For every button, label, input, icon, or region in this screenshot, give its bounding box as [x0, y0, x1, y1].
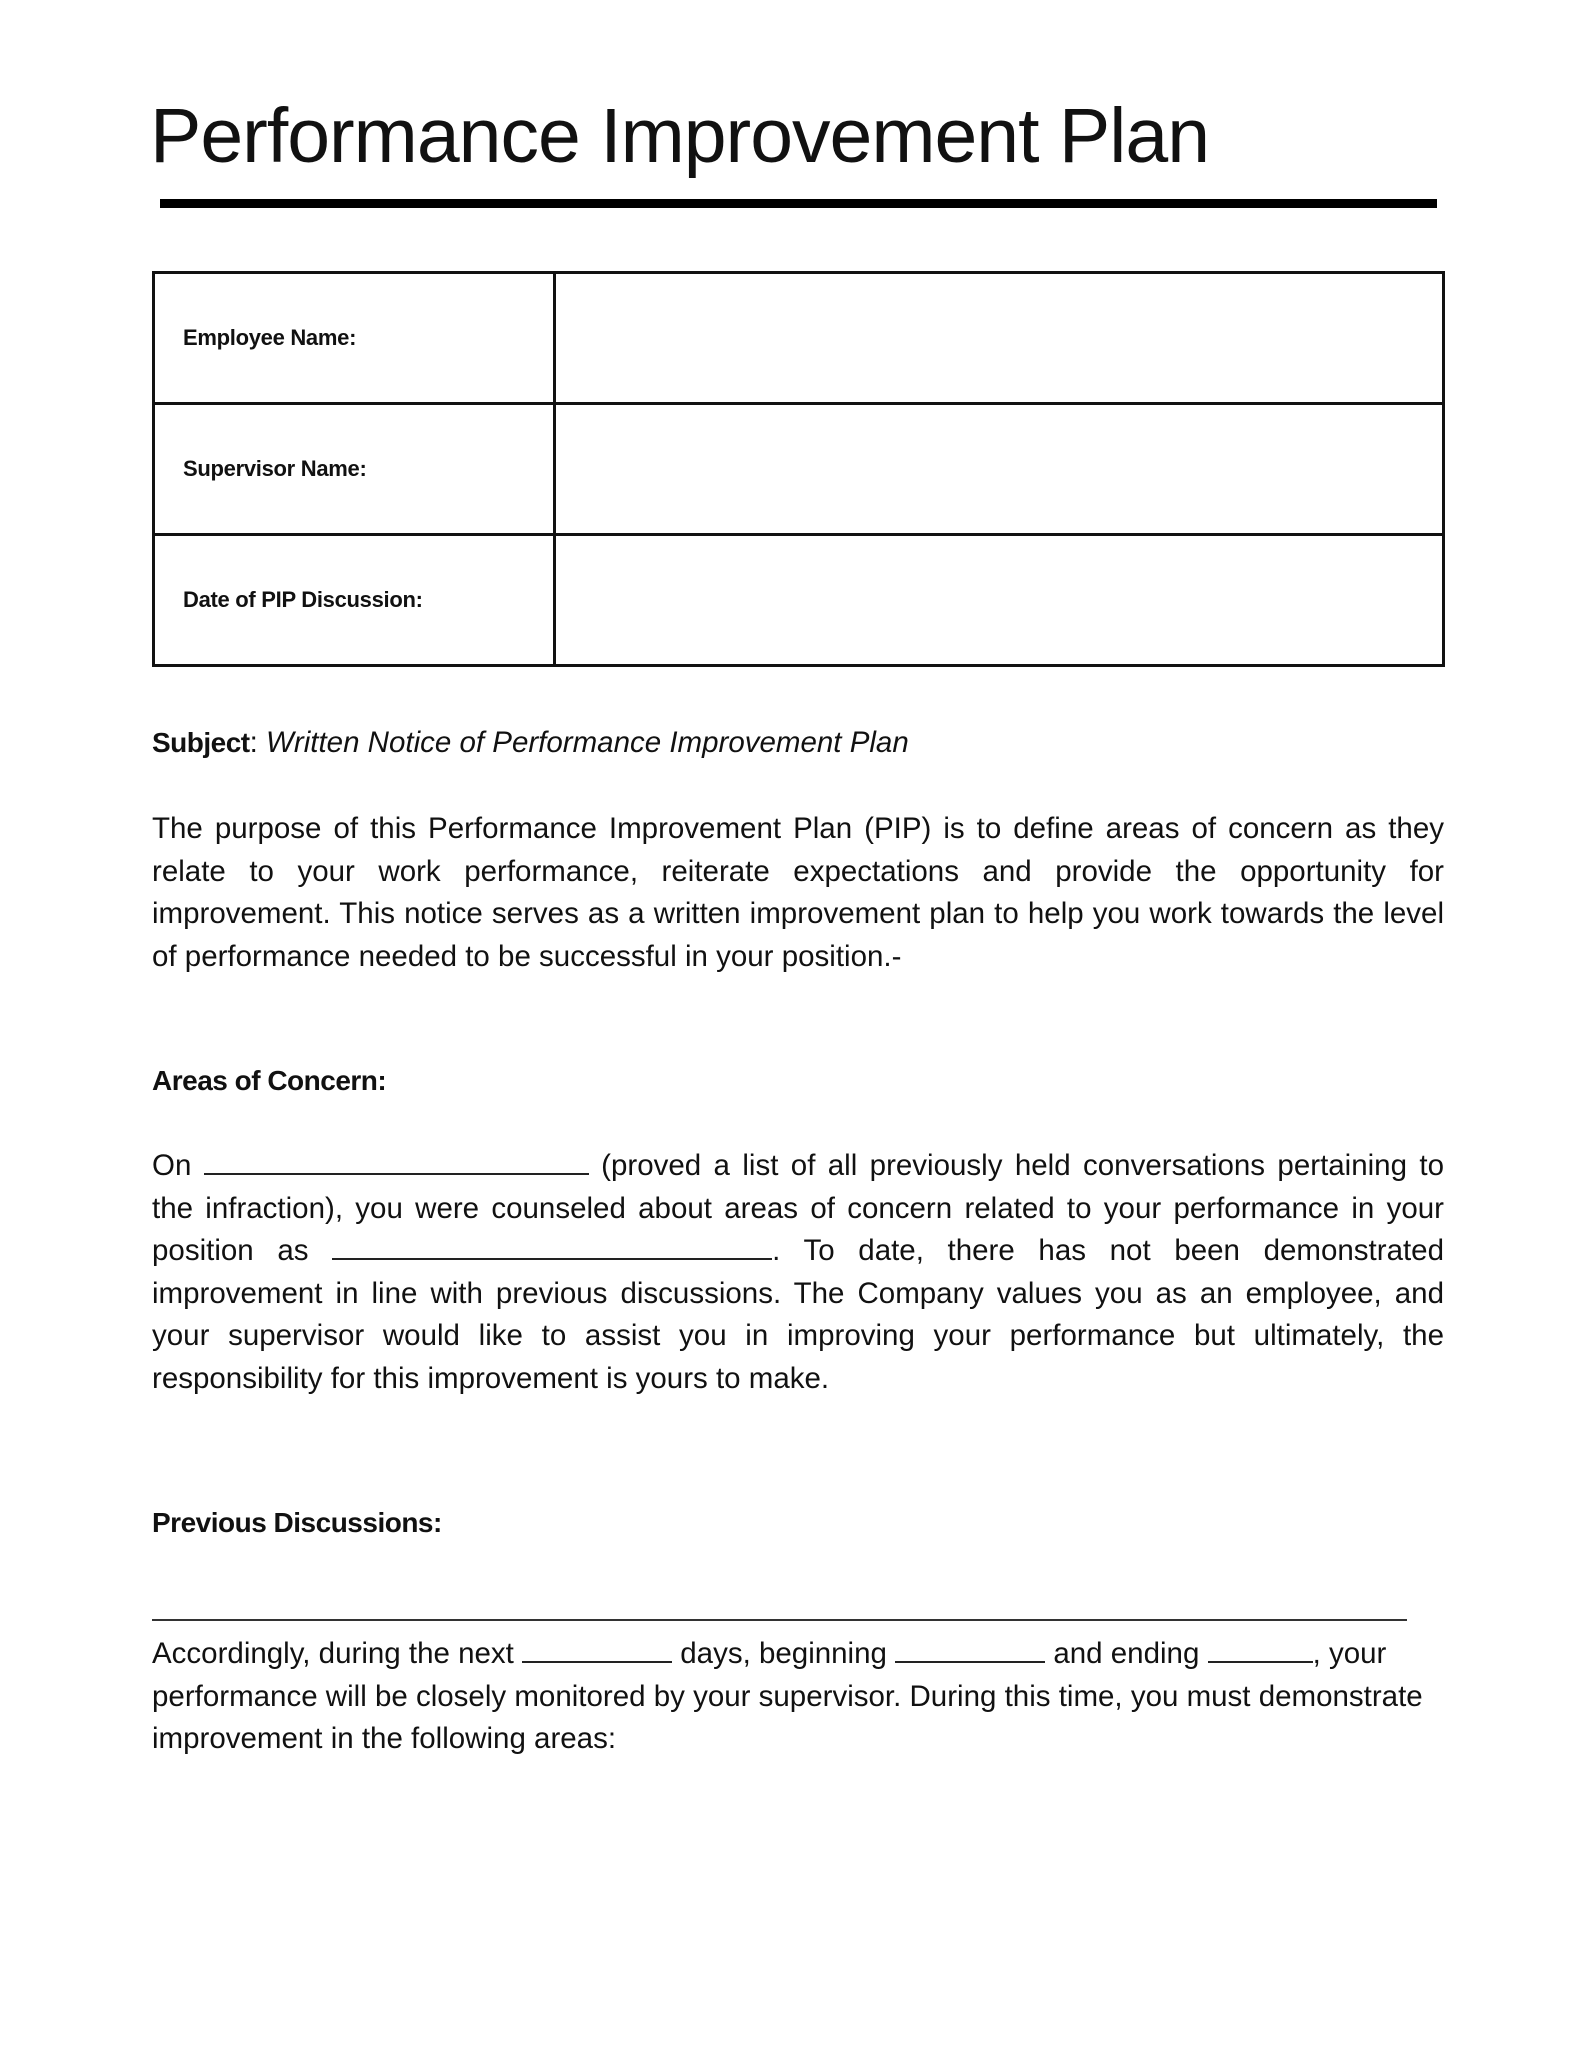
employee-name-field	[555, 273, 1444, 404]
areas-of-concern-heading: Areas of Concern:	[152, 1065, 387, 1096]
table-row	[154, 273, 1444, 404]
text-segment: , your performance will be closely monitored by your supervisor. During this time, you must demonstrate improvement in the following areas:	[152, 1637, 1423, 1756]
text-segment: days, beginning	[680, 1637, 887, 1670]
table-row	[154, 404, 1444, 535]
employee-info-table	[152, 271, 1445, 667]
subject-label: Subject	[152, 727, 250, 758]
page-title: Performance Improvement Plan	[150, 93, 1210, 179]
begin-date-blank	[895, 1637, 1045, 1663]
text-segment: . To date, there has not been demonstrated improvement in line with previous discussions. The Company values you as an employee, and your supervisor would like to assist you in improving your performance but ultimately, the responsibility for this improvement is yours to make.	[152, 1234, 1444, 1395]
position-blank	[332, 1234, 772, 1260]
text-segment: Accordingly, during the next	[152, 1637, 514, 1670]
previous-discussions-heading: Previous Discussions:	[152, 1507, 442, 1538]
supervisor-name-label: Supervisor Name:	[154, 404, 555, 535]
table-row	[154, 535, 1444, 666]
subject-line	[152, 722, 1444, 765]
date-blank	[204, 1149, 589, 1175]
supervisor-name-field	[555, 404, 1444, 535]
areas-of-concern-paragraph	[152, 1145, 1444, 1401]
title-underline	[160, 199, 1437, 208]
purpose-paragraph: The purpose of this Performance Improvement Plan (PIP) is to define areas of concern as they relate to your work performance, reiterate expectations and provide the opportunity for improvement. This notice serves as a written improvement plan to help you work towards the level of performance needed to be successful in your position.-	[152, 812, 1444, 973]
end-date-blank	[1208, 1637, 1313, 1663]
text-segment: On	[152, 1149, 192, 1182]
pip-date-label: Date of PIP Discussion:	[154, 535, 555, 666]
subject-separator: :	[249, 726, 258, 759]
text-segment: (proved a list of all previously held conversations pertaining to the infraction), you were counseled about areas of concern related to your performance in your position as	[152, 1149, 1444, 1268]
days-blank	[522, 1637, 672, 1663]
monitoring-paragraph	[152, 1633, 1444, 1761]
previous-discussions-blank	[152, 1619, 1407, 1621]
employee-name-label: Employee Name:	[154, 273, 555, 404]
subject-value: Written Notice of Performance Improvement Plan	[266, 726, 909, 759]
text-segment: and ending	[1053, 1637, 1200, 1670]
pip-date-field	[555, 535, 1444, 666]
